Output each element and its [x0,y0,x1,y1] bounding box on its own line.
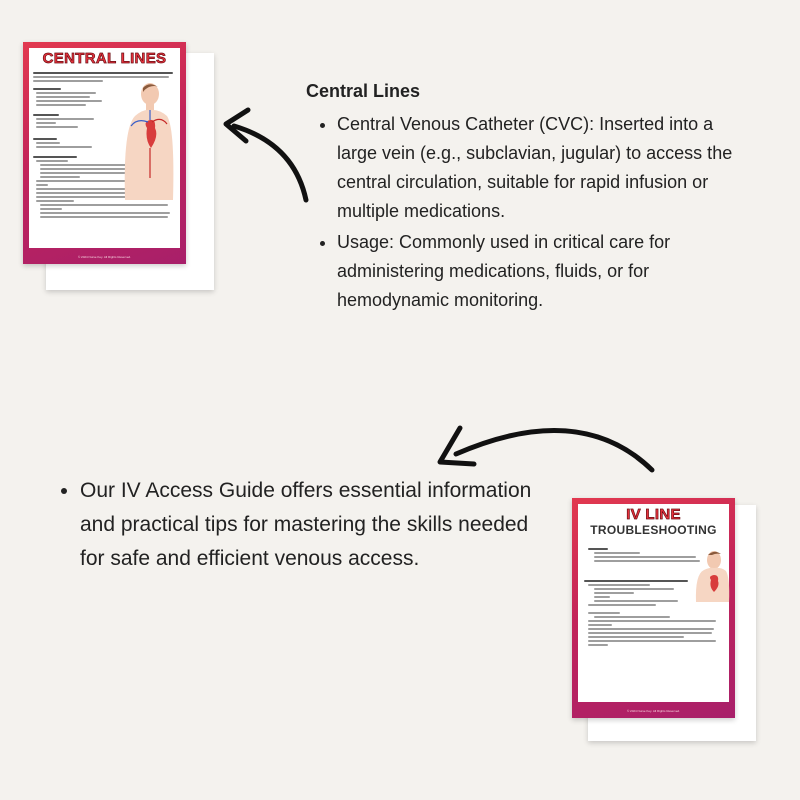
guide-text-block [46,474,546,576]
guide-bullet: • Our IV Access Guide offers essential information and practical tips for mastering the skills needed for safe and efficient venous access. [80,474,546,576]
central-lines-card-footer: © 2024 Nurse Key. All Rights Reserved. [77,255,131,259]
curved-arrow-icon [430,412,670,474]
central-lines-card [23,42,186,264]
iv-line-card [572,498,735,718]
central-lines-text-block [306,77,756,315]
anatomy-figure-icon [121,82,175,200]
curved-arrow-icon [220,108,320,203]
central-lines-heading: Central Lines [306,81,421,101]
iv-line-card-title: IV LINE [626,506,681,523]
central-lines-bullet-cvc: • Central Venous Catheter (CVC): Inserted into a large vein (e.g., subclavian, jugular) to access the central circulation, suitable for rapid infusion or multiple medications. [337,110,756,226]
iv-line-card-footer: © 2024 Nurse Key. All Rights Reserved. [626,709,680,713]
guide-bullet-list [46,474,546,576]
central-lines-bullet-usage: • Usage: Commonly used in critical care for administering medications, fluids, or for hemodynamic monitoring. [337,228,756,315]
central-lines-bullet-list [306,110,756,315]
iv-line-card-subtitle: TROUBLESHOOTING [590,523,717,537]
central-lines-card-title: CENTRAL LINES [42,50,167,67]
anatomy-figure-icon [694,550,730,602]
